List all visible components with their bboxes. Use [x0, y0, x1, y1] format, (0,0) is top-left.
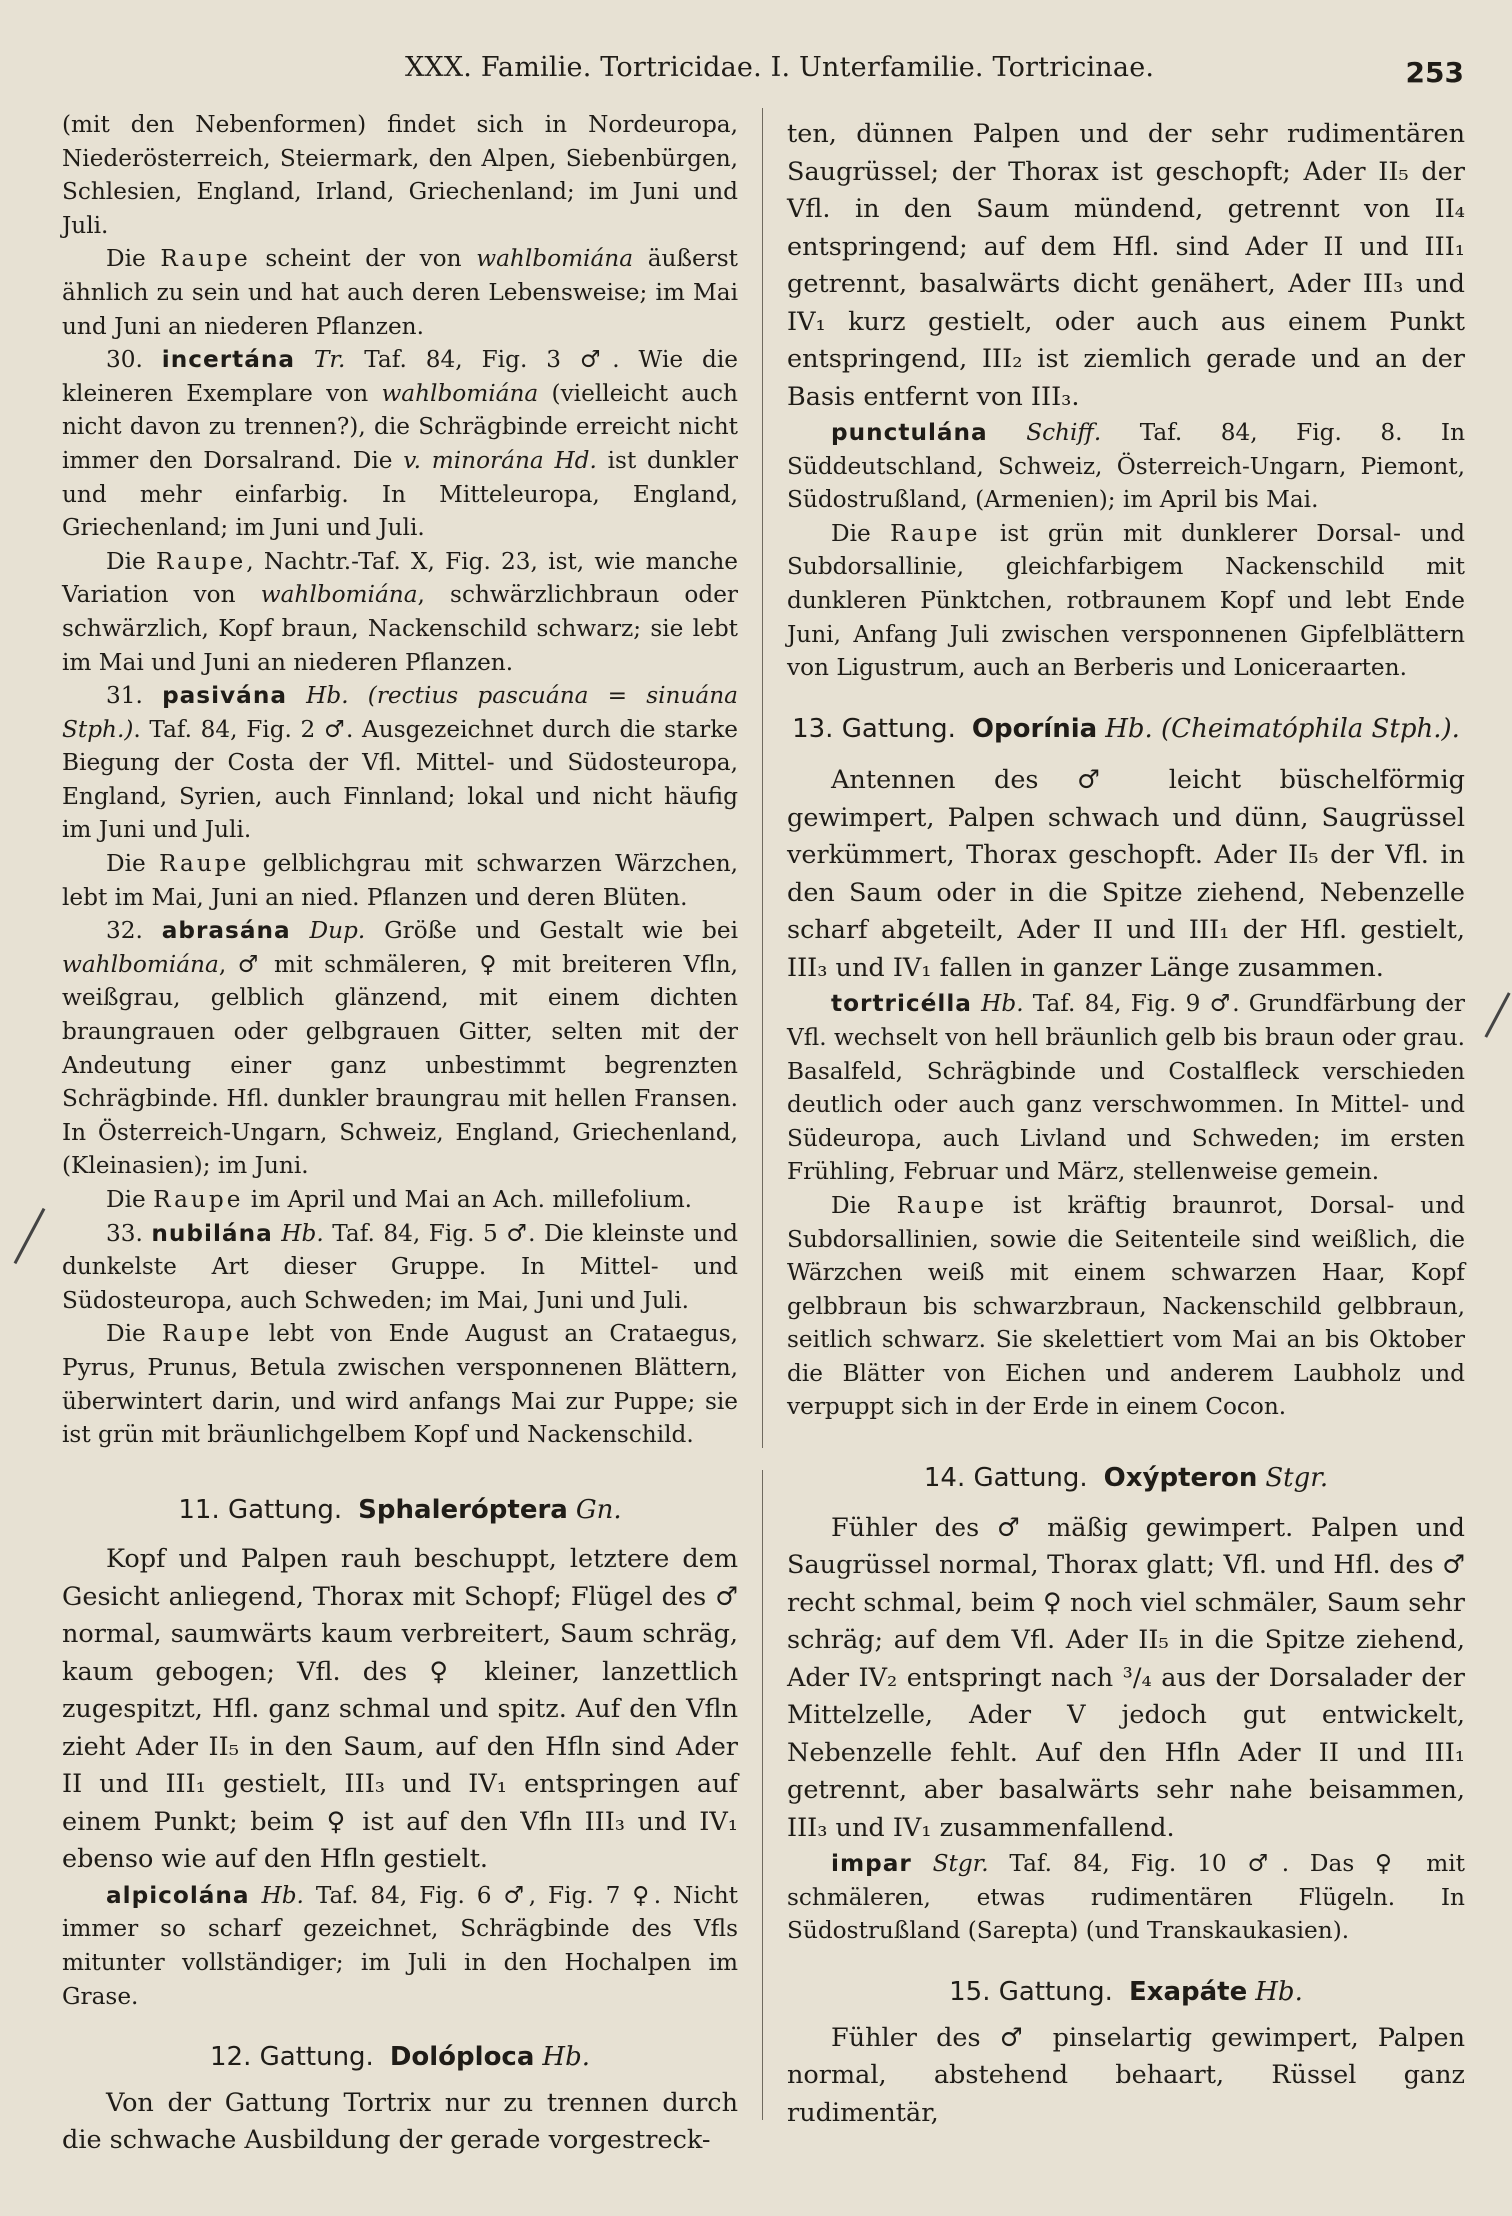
genus-heading-15: 15. Gattung. Exapáte Hb.	[949, 1976, 1303, 2007]
caterpillar-note: Die Raupe ist grün mit dunklerer Dorsal- und Subdorsallinie, gleichfarbigem Nackenschild mit dunkleren Pünktchen, rotbraunem Kopf und lebt Ende Juni, Anfang Juli zwischen versponnenen Gipfelblättern von Ligustrum, auch an Berberis und Loniceraarten.	[787, 519, 1466, 682]
paragraph: ten, dünnen Palpen und der sehr rudimentären Saugrüssel; der Thorax ist geschopft; Ader II₅ der Vfl. in den Saum mündend, getrennt von II₄ entspringend; auf dem Hfl. sind Ader II und III₁ getrennt, basalwärts dicht genähert, Ader III₃ und IV₁ kurz gestielt, oder auch aus einem Punkt entspringend, III₂ ist ziemlich gerade und an der Basis entfernt von III₃.	[787, 119, 1465, 412]
caterpillar-note: Die Raupe scheint der von wahlbomiána äußerst ähnlich zu sein und hat auch deren Lebensweise; im Mai und Juni an niederen Pflanzen.	[62, 245, 738, 340]
genus-heading-12: 12. Gattung. Dolóploca Hb.	[210, 2042, 590, 2073]
genus-description: Kopf und Palpen rauh beschuppt, letztere dem Gesicht anliegend, Thorax mit Schopf; Flügel des ♂ normal, saumwärts kaum verbreitert, Saum schräg, kaum gebogen; Vfl. des ♀ kleiner, lanzettlich zugespitzt, Hfl. ganz schmal und spitz. Auf den Vfln zieht Ader II₅ in den Saum, auf den Hfln sind Ader II und III₁ gestielt, III₃ und IV₁ entspringen auf einem Punkt; beim ♀ ist auf den Vfln III₃ und IV₁ ebenso wie auf den Hfln gestielt.	[62, 1544, 738, 1875]
right-column	[787, 116, 1465, 2132]
genus-heading-14: 14. Gattung. Oxýpteron Stgr.	[923, 1463, 1329, 1494]
caterpillar-note: Die Raupe gelblichgrau mit schwarzen Wärzchen, lebt im Mai, Juni an nied. Pflanzen und deren Blüten.	[62, 850, 738, 911]
species-entry-tortricella: tortricélla Hb. Taf. 84, Fig. 9 ♂. Grundfärbung der Vfl. wechselt von hell bräunlich gelb bis braun oder grau. Basalfeld, Schrägbinde und Costalfleck verschieden deutlich oder auch ganz verschwommen. In Mittel- und Südeuropa, auch Livland und Schweden; im ersten Frühling, Februar und März, stellenweise gemein.	[787, 990, 1465, 1186]
genus-heading-13: 13. Gattung. Oporínia Hb. (Cheimatóphila Stph.).	[792, 713, 1460, 744]
species-entry-impar: impar Stgr. Taf. 84, Fig. 10 ♂. Das ♀ mit schmäleren, etwas rudimentären Flügeln. In Südostrußland (Sarepta) (und Transkaukasien).	[787, 1850, 1466, 1945]
paragraph: (mit den Nebenformen) findet sich in Nordeuropa, Niederösterreich, Steiermark, den Alpen, Siebenbürgen, Schlesien, England, Irland, Griechenland; im Juni und Juli.	[62, 111, 738, 239]
column-divider	[762, 108, 763, 1448]
genus-description: Von der Gattung Tortrix nur zu trennen durch die schwache Ausbildung der gerade vorgestreck-	[62, 2087, 738, 2156]
caterpillar-note: Die Raupe, Nachtr.-Taf. X, Fig. 23, ist, wie manche Variation von wahlbomiána, schwärzlichbraun oder schwärzlich, Kopf braun, Nackenschild schwarz; sie lebt im Mai und Juni an niederen Pflanzen.	[62, 547, 738, 676]
species-entry-alpicolana: alpicolána Hb. Taf. 84, Fig. 6 ♂, Fig. 7 ♀. Nicht immer so scharf gezeichnet, Schrägbinde des Vfls mitunter vollständiger; im Juli in den Hochalpen im Grase.	[62, 1881, 738, 2010]
column-divider	[762, 1470, 763, 2120]
species-entry-31: 31. pasivána Hb. (rectius pascuána = sinuána Stph.). Taf. 84, Fig. 2 ♂. Ausgezeichnet durch die starke Biegung der Costa der Vfl. Mittel- und Südosteuropa, England, Syrien, auch Finnland; lokal und nicht häufig im Juni und Juli.	[62, 682, 739, 844]
species-entry-32: 32. abrasána Dup. Größe und Gestalt wie bei wahlbomiána, ♂ mit schmäleren, ♀ mit breiteren Vfln, weißgrau, gelblich glänzend, mit einem dichten braungrauen oder gelbgrauen Gitter, selten mit der Andeutung einer ganz unbestimmt begrenzten Schrägbinde. Hfl. dunkler braungrau mit hellen Fransen. In Österreich-Ungarn, Schweiz, England, Griechenland, (Kleinasien); im Juni.	[62, 917, 738, 1180]
genus-description: Fühler des ♂ pinselartig gewimpert, Palpen normal, abstehend behaart, Rüssel ganz rudimentär,	[787, 2022, 1465, 2128]
caterpillar-note: Die Raupe im April und Mai an Ach. millefolium.	[106, 1186, 693, 1213]
pencil-mark	[14, 1208, 46, 1264]
running-header	[0, 52, 1512, 98]
genus-description: Fühler des ♂ mäßig gewimpert. Palpen und Saugrüssel normal, Thorax glatt; Vfl. und Hfl. des ♂ recht schmal, beim ♀ noch viel schmäler, Saum sehr schräg; auf dem Vfl. Ader II₅ in die Spitze ziehend, Ader IV₂ entspringt nach ³/₄ aus der Dorsalader der Mittelzelle, Ader V jedoch gut entwickelt, Nebenzelle fehlt. Auf den Hfln Ader II und III₁ getrennt, aber basalwärts sehr nahe beisammen, III₃ und IV₁ zusammenfallend.	[787, 1512, 1465, 1843]
species-entry-30: 30. incertána Tr. Taf. 84, Fig. 3 ♂. Wie die kleineren Exemplare von wahlbomiána (vielleicht auch nicht davon zu trennen?), die Schrägbinde erreicht nicht immer den Dorsalrand. Die v. minorána Hd. ist dunkler und mehr einfarbig. In Mitteleuropa, England, Griechenland; im Juni und Juli.	[62, 346, 739, 542]
page-number: 253	[1405, 56, 1464, 89]
genus-heading-11: 11. Gattung. Sphaleróptera Gn.	[178, 1494, 622, 1525]
caterpillar-note: Die Raupe ist kräftig braunrot, Dorsal- und Subdorsallinien, sowie die Seitenteile sind weißlich, die Wärzchen weiß mit einem schwarzen Haar, Kopf gelbbraun bis schwarzbraun, Nackenschild gelbbraun, seitlich schwarz. Sie skelettiert vom Mai an bis Oktober die Blätter von Eichen und anderem Laubholz und verpuppt sich in der Erde in einem Cocon.	[787, 1191, 1465, 1421]
running-title: XXX. Familie. Tortricidae. I. Unterfamilie. Tortricinae.	[405, 52, 1155, 83]
species-entry-33: 33. nubilána Hb. Taf. 84, Fig. 5 ♂. Die kleinste und dunkelste Art dieser Gruppe. In Mittel- und Südosteuropa, auch Schweden; im Mai, Juni und Juli.	[62, 1219, 739, 1314]
species-entry-punctulana: punctulána Schiff. Taf. 84, Fig. 8. In Süddeutschland, Schweiz, Österreich-Ungarn, Piemont, Südostrußland, (Armenien); im April bis Mai.	[787, 419, 1466, 514]
caterpillar-note: Die Raupe lebt von Ende August an Crataegus, Pyrus, Prunus, Betula zwischen versponnenen Blättern, überwintert darin, und wird anfangs Mai zur Puppe; sie ist grün mit bräunlichgelbem Kopf und Nackenschild.	[62, 1320, 738, 1449]
genus-description: Antennen des ♂ leicht büschelförmig gewimpert, Palpen schwach und dünn, Saugrüssel verkümmert, Thorax geschopft. Ader II₅ der Vfl. in den Saum oder in die Spitze ziehend, Nebenzelle scharf abgeteilt, Ader II und III₁ der Hfl. gestielt, III₃ und IV₁ fallen in ganzer Länge zusammen.	[787, 765, 1465, 983]
pencil-mark	[1484, 992, 1510, 1038]
left-column	[62, 108, 738, 2160]
